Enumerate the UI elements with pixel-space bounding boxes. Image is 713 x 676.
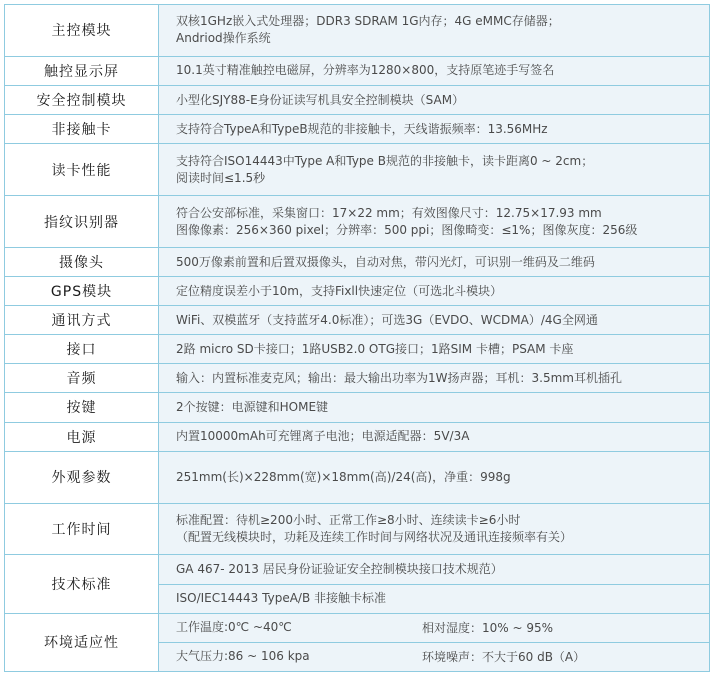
table-row: [5, 306, 710, 335]
row-label: 指纹识别器: [5, 196, 159, 248]
value-line: ISO/IEC14443 TypeA/B 非接触卡标准: [176, 591, 386, 606]
value-line: 支持符合TypeA和TypeB规范的非接触卡，天线谐振频率：13.56MHz: [176, 121, 548, 136]
value-line: 阅读时间≤1.5秒: [176, 170, 266, 185]
value-line: 定位精度误差小于10m，支持Fixll快速定位（可选北斗模块）: [176, 283, 503, 298]
value-line: 2路 micro SD卡接口；1路USB2.0 OTG接口；1路SIM 卡槽；PSAM 卡座: [176, 341, 574, 356]
row-label: 环境适应性: [5, 613, 159, 671]
row-value: [159, 5, 710, 57]
row-label: 读卡性能: [5, 144, 159, 196]
value-line: Andriod操作系统: [176, 31, 271, 46]
value-line: 内置10000mAh可充锂离子电池；电源适配器：5V/3A: [176, 429, 470, 444]
row-value: [159, 584, 710, 613]
row-label: 非接触卡: [5, 115, 159, 144]
row-value: [159, 196, 710, 248]
row-label: 摄像头: [5, 248, 159, 277]
table-row: [5, 115, 710, 144]
value-line: 2个按键：电源键和HOME键: [176, 399, 329, 414]
table-row: [5, 451, 710, 503]
row-value: [159, 393, 710, 422]
env-temperature: 工作温度:0℃ ~40℃: [176, 620, 292, 635]
row-label: 电源: [5, 422, 159, 451]
row-label: 音频: [5, 364, 159, 393]
row-value: [159, 248, 710, 277]
value-line: 251mm(长)×228mm(宽)×18mm(高)/24(高)，净重：998g: [176, 469, 511, 484]
row-label: 触控显示屏: [5, 56, 159, 85]
table-row: [5, 393, 710, 422]
table-row: [5, 196, 710, 248]
value-line: 标准配置：待机≥200小时、正常工作≥8小时、连续读卡≥6小时: [176, 513, 521, 527]
value-line: WiFi、双模蓝牙（支持蓝牙4.0标准）；可选3G（EVDO、WCDMA）/4G全网通: [176, 312, 598, 327]
row-value: [159, 642, 710, 671]
env-humidity: 相对湿度：10% ~ 95%: [422, 620, 554, 635]
value-line: （配置无线模块时，功耗及连续工作时间与网络状况及通讯连接频率有关）: [176, 530, 573, 544]
table-row: [5, 56, 710, 85]
row-value: [159, 277, 710, 306]
row-value: [159, 503, 710, 555]
table-row: [5, 248, 710, 277]
row-value: [159, 613, 710, 642]
spec-table: [4, 4, 710, 672]
value-line: 支持符合ISO14443中Type A和Type B规范的非接触卡，读卡距离0 ~ 2cm；: [176, 153, 594, 168]
env-pressure: 大气压力:86 ~ 106 kpa: [176, 649, 310, 664]
table-row: [5, 86, 710, 115]
table-row: [5, 422, 710, 451]
row-value: [159, 422, 710, 451]
value-line: 图像像素：256×360 pixel；分辨率：500 ppi；图像畸变：≤1%；图像灰度：256级: [176, 222, 638, 237]
table-row: [5, 5, 710, 57]
row-value: [159, 451, 710, 503]
table-row: [5, 277, 710, 306]
row-label: 技术标准: [5, 555, 159, 613]
row-value: [159, 364, 710, 393]
value-line: GA 467- 2013 居民身份证验证安全控制模块接口技术规范）: [176, 562, 503, 576]
value-line: 10.1英寸精准触控电磁屏，分辨率为1280×800，支持原笔迹手写签名: [176, 63, 555, 78]
value-line: 小型化SJY88-E身份证读写机具安全控制模块（SAM）: [176, 92, 465, 107]
row-value: [159, 86, 710, 115]
row-label: 接口: [5, 335, 159, 364]
table-row: [5, 335, 710, 364]
row-value: [159, 306, 710, 335]
row-value: [159, 335, 710, 364]
table-row: [5, 364, 710, 393]
row-label: 工作时间: [5, 503, 159, 555]
table-row: [5, 555, 710, 584]
row-label: 通讯方式: [5, 306, 159, 335]
table-row: [5, 144, 710, 196]
row-label: 外观参数: [5, 451, 159, 503]
table-row: [5, 503, 710, 555]
table-row: [5, 613, 710, 642]
spec-table-body: [5, 5, 710, 672]
row-label: 按键: [5, 393, 159, 422]
value-line: 500万像素前置和后置双摄像头，自动对焦，带闪光灯，可识别一维码及二维码: [176, 254, 595, 269]
value-line: 符合公安部标准，采集窗口：17×22 mm；有效图像尺寸：12.75×17.93 mm: [176, 205, 602, 220]
row-label: 主控模块: [5, 5, 159, 57]
row-value: [159, 555, 710, 584]
row-value: [159, 115, 710, 144]
env-noise: 环境噪声：不大于60 dB（A）: [422, 649, 586, 664]
row-value: [159, 56, 710, 85]
value-line: 输入：内置标准麦克风；输出：最大输出功率为1W扬声器；耳机：3.5mm耳机插孔: [176, 370, 622, 385]
row-label: 安全控制模块: [5, 86, 159, 115]
value-line: 双核1GHz嵌入式处理器；DDR3 SDRAM 1G内存；4G eMMC存储器；: [176, 14, 560, 29]
row-label: GPS模块: [5, 277, 159, 306]
row-value: [159, 144, 710, 196]
